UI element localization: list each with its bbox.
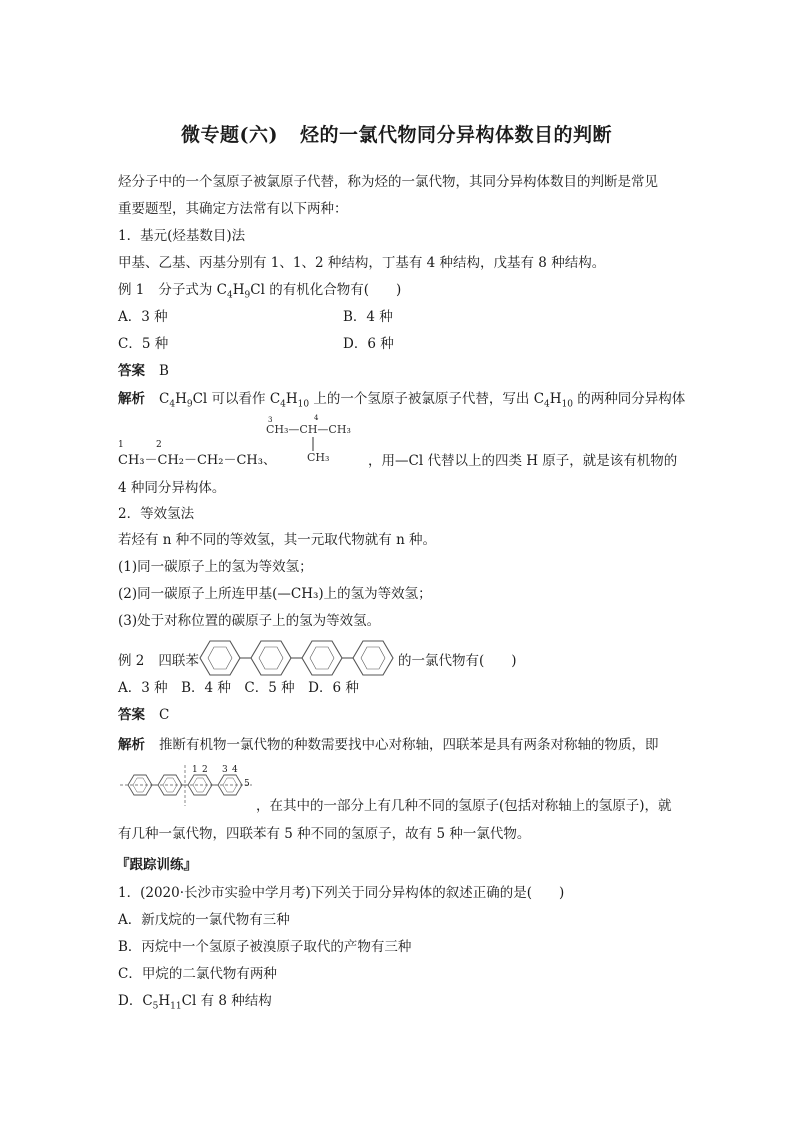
position-number-5: 5 [244,779,250,789]
isobutane-bottom: CH₃ [307,451,330,464]
example1-option-c: C．5 种 [118,336,169,352]
text: 推断有机物一氯代物的种数需要找中心对称轴，四联苯是具有两条对称轴的物质，即 [159,737,659,753]
section1-heading: 1．基元(烃基数目)法 [118,228,246,244]
carbon-number-2: 2 [156,440,162,450]
text: H [175,391,187,407]
practice-heading: 『跟踪训练』 [116,857,197,873]
example2-analysis-line-3: 有几种一氯代物，四联苯有 5 种不同的氢原子，故有 5 种一氯代物。 [118,826,531,842]
text: Cl 有 8 种结构 [181,993,272,1009]
text: 的两种同分异构体 [573,391,686,407]
carbon-number-3: 3 [268,416,273,424]
section2-heading: 2．等效氢法 [118,506,195,522]
subscript: 4 [169,399,176,410]
example2-analysis-line-2: ，在其中的一部分上有几种不同的氢原子(包括对称轴上的氢原子)，就 [256,798,672,814]
example1-question-text: H [232,282,245,298]
intro-line-1: 烃分子中的一个氢原子被氯原子代替，称为烃的一氯代物，其同分异构体数目的判断是常见 [118,174,658,190]
subscript: 4 [280,399,286,410]
subscript: 4 [227,290,233,301]
subscript: 9 [244,290,251,301]
answer-value: C [159,707,170,723]
practice-option-a: A．新戊烷的一氯代物有三种 [118,912,290,928]
analysis-label: 解析 [118,737,145,753]
subscript: 9 [186,399,193,410]
example1-label: 例 1 [118,282,145,298]
title-part2: 烃的一氯代物同分异构体数目的判断 [299,124,612,146]
position-number-1: 1 [192,765,198,775]
answer-label: 答案 [118,707,145,723]
subscript: 10 [297,399,310,410]
example1-option-b: B．4 种 [343,309,393,325]
practice-q1: 1．(2020·长沙市实验中学月考)下列关于同分异构体的叙述正确的是( ) [118,885,565,901]
section2-item-1: (1)同一碳原子上的氢为等效氢； [118,559,313,575]
example1-question-text: 分子式为 C [158,282,228,298]
practice-option-c: C．甲烷的二氯代物有两种 [118,966,277,982]
example1-option-d: D．6 种 [343,336,394,352]
example1-question-text: Cl 的有机化合物有( ) [250,282,402,298]
subscript: 11 [170,1001,182,1012]
section2-item-3: (3)处于对称位置的碳原子上的氢为等效氢。 [118,613,381,629]
intro-line-2: 重要题型，其确定方法常有以下两种： [118,201,348,217]
example2-question-post: 的一氯代物有( ) [398,653,517,669]
subscript: 10 [561,399,574,410]
answer-label: 答案 [118,363,145,379]
subscript: 4 [544,399,550,410]
practice-option-d [118,991,272,1011]
text: H [549,391,562,407]
example1-analysis-line-3: 4 种同分异构体。 [118,480,226,496]
practice-option-b: B．丙烷中一个氢原子被溴原子取代的产物有三种 [118,939,412,955]
text: H [158,993,171,1009]
text: D．C [118,993,153,1009]
text: 上的一个氢原子被氯原子代替，写出 C [309,391,545,407]
butane-formula: CH₃－CH₂－CH₂－CH₃、 [118,453,276,468]
example1-option-a: A．3 种 [118,309,168,325]
carbon-number-4: 4 [314,414,319,422]
section2-rule: 若烃有 n 种不同的等效氢，其一元取代物就有 n 种。 [118,532,437,548]
isobutane-top: CH₃—CH—CH₃ [266,423,351,436]
answer-value: B [159,363,169,379]
position-number-2: 2 [202,765,208,775]
example2-question-text: 四联苯 [158,653,199,669]
section2-item-2: (2)同一碳原子上所连甲基(—CH₃)上的氢为等效氢； [118,586,432,602]
text: H [285,391,298,407]
subscript: 5 [152,1001,159,1012]
carbon-number-1: 1 [118,440,124,450]
example1-analysis-line-2-tail: ，用—Cl 代替以上的四类 H 原子，就是该有机物的 [368,453,678,469]
example2-options: A．3 种 B．4 种 C．5 种 D．6 种 [118,680,359,696]
section1-text: 甲基、乙基、丙基分别有 1、1、2 种结构，丁基有 4 种结构，戊基有 8 种结构。 [118,255,606,271]
text: Cl 可以看作 C [192,391,281,407]
position-number-4: 4 [232,765,238,775]
title-part1: 微专题(六) [181,124,278,146]
example2-label: 例 2 [118,653,145,669]
analysis-label: 解析 [118,391,145,407]
text: C [159,391,170,407]
position-number-3: 3 [222,765,228,775]
